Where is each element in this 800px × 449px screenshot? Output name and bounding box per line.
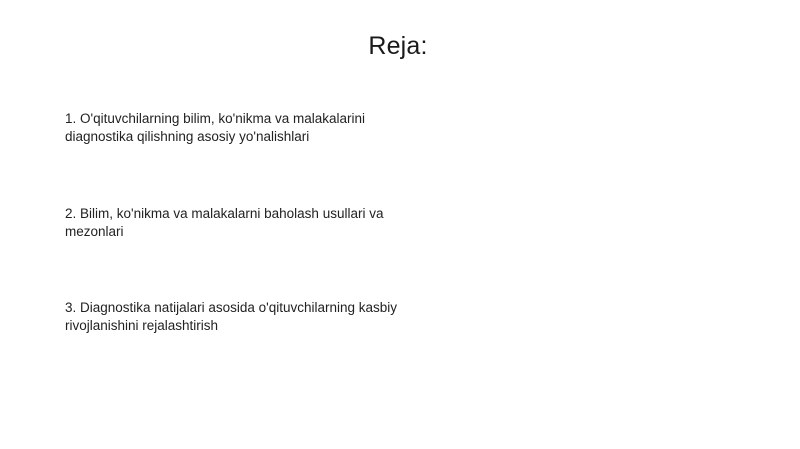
plan-item-1: 1. O'qituvchilarning bilim, ko'nikma va malakalarini diagnostika qilishning asosiy yo'nalishlari bbox=[65, 111, 366, 144]
plan-item-2: 2. Bilim, ko'nikma va malakalarni baholash usullari va mezonlari bbox=[65, 206, 384, 239]
plan-item-3: 3. Diagnostika natijalari asosida o'qituvchilarning kasbiy rivojlanishini rejalashtirish bbox=[65, 300, 398, 333]
slide-title: Reja: bbox=[368, 32, 428, 60]
